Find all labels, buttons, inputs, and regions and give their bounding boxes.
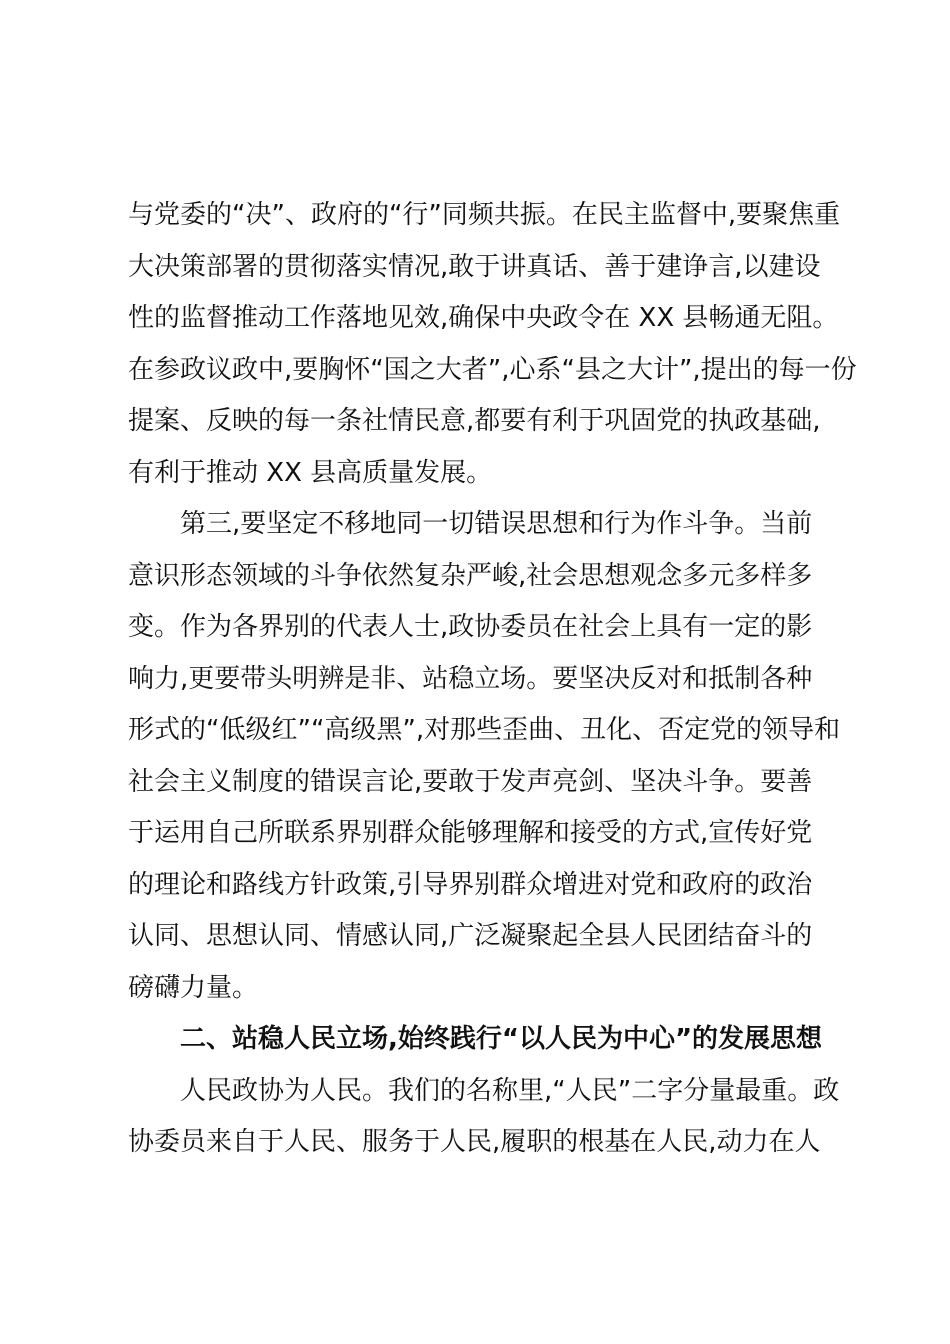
document-body	[128, 190, 857, 1169]
text-line: 性的监督推动工作落地见效,确保中央政令在 XX 县畅通无阻。	[128, 303, 839, 333]
text-line: 有利于推动 XX 县高质量发展。	[128, 457, 493, 488]
text-line: 在参政议政中,要胸怀“国之大者”,心系“县之大计”,提出的每一份	[128, 354, 857, 385]
paragraph-2	[128, 499, 841, 1014]
text-line: 协委员来自于人民、服务于人民,履职的根基在人民,动力在人	[128, 1127, 821, 1157]
text-line: 变。作为各界别的代表人士,政协委员在社会上具有一定的影	[128, 612, 813, 642]
section-heading: 二、站稳人民立场,始终践行“以人民为中心”的发展思想	[128, 1024, 823, 1054]
text-line: 人民政协为人民。我们的名称里,“人民”二字分量最重。政	[128, 1075, 840, 1106]
text-line: 社会主义制度的错误言论,要敢于发声亮剑、坚决斗争。要善	[128, 766, 813, 797]
text-line: 第三,要坚定不移地同一切错误思想和行为作斗争。当前	[128, 509, 813, 539]
text-line: 磅礴力量。	[128, 972, 259, 1003]
text-line: 响力,更要带头明辨是非、站稳立场。要坚决反对和抵制各种	[128, 663, 813, 694]
text-line: 意识形态领域的斗争依然复杂严峻,社会思想观念多元多样多	[128, 560, 813, 591]
text-line: 的理论和路线方针政策,引导界别群众增进对党和政府的政治	[128, 869, 813, 900]
text-line: 大决策部署的贯彻落实情况,敢于讲真话、善于建诤言,以建设	[128, 251, 821, 282]
text-line: 于运用自己所联系界别群众能够理解和接受的方式,宣传好党	[128, 818, 813, 848]
paragraph-1	[128, 190, 857, 499]
paragraph-3	[128, 1066, 840, 1169]
text-line: 形式的“低级红”“高级黑”,对那些歪曲、丑化、否定党的领导和	[128, 715, 841, 745]
text-line: 与党委的“决”、政府的“行”同频共振。在民主监督中,要聚焦重	[128, 200, 841, 230]
text-line: 认同、思想认同、情感认同,广泛凝聚起全县人民团结奋斗的	[128, 921, 813, 951]
text-line: 提案、反映的每一条社情民意,都要有利于巩固党的执政基础,	[128, 406, 821, 436]
